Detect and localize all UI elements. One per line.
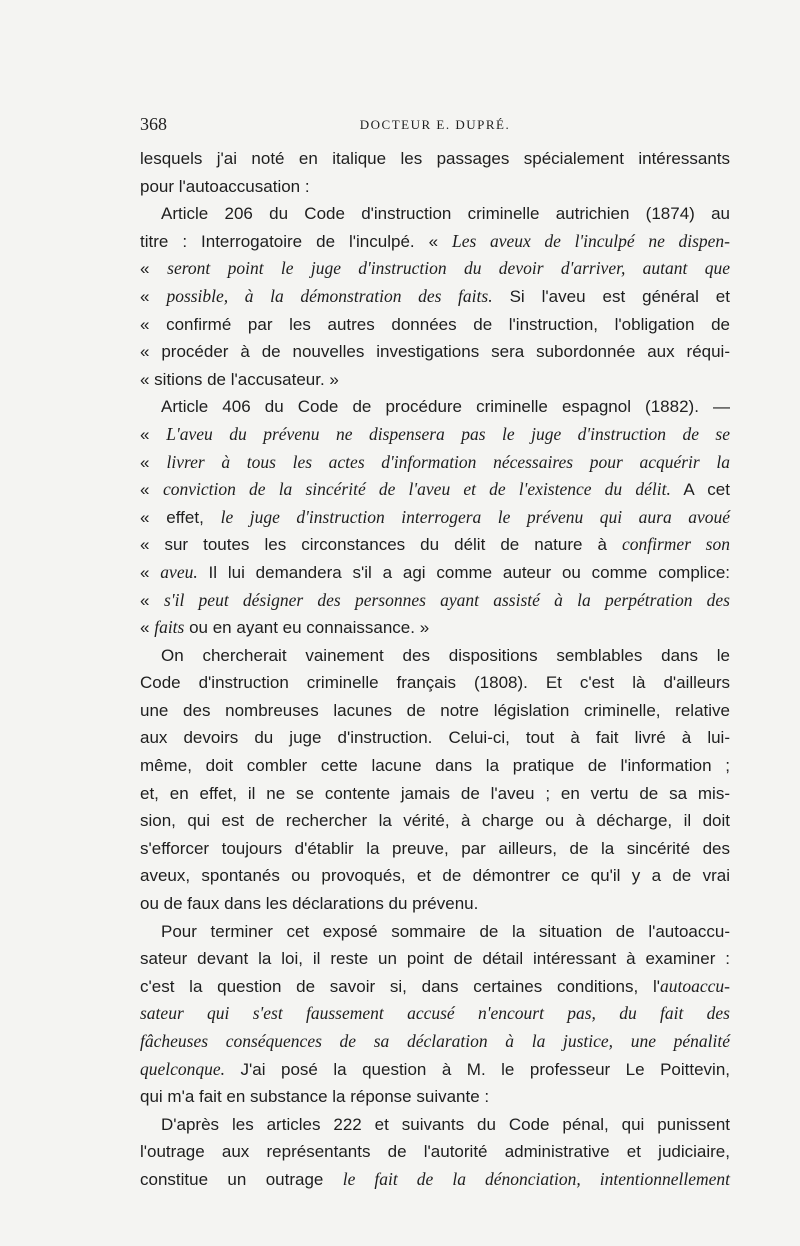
- quote-mark: «: [140, 480, 150, 500]
- text-line: qui m'a fait en substance la réponse suivante :: [140, 1087, 490, 1107]
- quote-mark: «: [140, 562, 150, 582]
- italic-quote: le fait de la dénonciation, intentionnellement: [342, 1168, 730, 1189]
- italic-quote: sateur qui s'est faussement accusé n'encourt pas, du fait des: [140, 1003, 730, 1024]
- italic-quote: L'aveu du prévenu ne dispensera pas le juge d'instruction de se: [166, 423, 730, 444]
- running-head: DOCTEUR E. DUPRÉ.: [359, 117, 511, 132]
- text-line: pour l'autoaccusation :: [140, 176, 310, 196]
- text-line: [140, 1056, 730, 1084]
- text-line: ou de faux dans les déclarations du prévenu.: [140, 894, 479, 914]
- text-line: Article 206 du Code d'instruction criminelle autrichien (1874) au: [161, 204, 730, 224]
- page-header: [140, 114, 730, 138]
- text-line: aux devoirs du juge d'instruction. Celui-ci, tout à fait livré à lui-: [140, 728, 730, 748]
- text-span: « sur toutes les circonstances du délit de nature à: [140, 535, 607, 555]
- text-line: [140, 614, 730, 642]
- quote-mark: «: [140, 452, 150, 472]
- text-line: [140, 228, 730, 256]
- quote-mark: «: [140, 286, 150, 306]
- text-line: sion, qui est de rechercher la vérité, à charge ou à décharge, il doit: [140, 811, 730, 831]
- text-line: « procéder à de nouvelles investigations sera subordonnée aux réqui-: [140, 342, 730, 362]
- text-line: [140, 283, 730, 311]
- text-line: [140, 1028, 730, 1056]
- text-line: même, doit combler cette lacune dans la pratique de l'information ;: [140, 756, 730, 776]
- text-line: [140, 1000, 730, 1028]
- text-line: [140, 255, 730, 283]
- italic-quote: quelconque.: [140, 1058, 226, 1079]
- text-span: ou en ayant eu connaissance. »: [189, 618, 430, 638]
- text-line: Pour terminer cet exposé sommaire de la situation de l'autoaccu-: [161, 921, 730, 941]
- text-line: [140, 1166, 730, 1194]
- italic-quote: confirmer son: [621, 534, 730, 555]
- text-line: On chercherait vainement des dispositions semblables dans le: [161, 645, 730, 665]
- text-span: constitue un outrage: [140, 1169, 324, 1189]
- text-span: Si l'aveu est général et: [509, 286, 730, 306]
- text-line: et, en effet, il ne se contente jamais de l'aveu ; en vertu de sa mis-: [140, 783, 730, 803]
- text-line: une des nombreuses lacunes de notre législation criminelle, relative: [140, 700, 730, 720]
- italic-quote: s'il peut désigner des personnes ayant assisté à la perpétration des: [164, 589, 730, 610]
- text-line: [140, 504, 730, 532]
- text-span: « effet,: [140, 507, 204, 527]
- text-line: [140, 559, 730, 587]
- quote-mark: «: [140, 618, 150, 638]
- text-span: J'ai posé la question à M. le professeur Le Poittevin,: [240, 1059, 731, 1079]
- text-span: A cet: [683, 480, 730, 500]
- text-line: [140, 449, 730, 477]
- italic-quote: fâcheuses conséquences de sa déclaration à la justice, une pénalité: [140, 1031, 730, 1051]
- text-line: Article 406 du Code de procédure criminelle espagnol (1882). —: [161, 397, 730, 417]
- text-line: [140, 421, 730, 449]
- text-line: [140, 973, 730, 1001]
- quote-mark: «: [140, 259, 150, 279]
- text-span: titre : Interrogatoire de l'inculpé. «: [140, 231, 439, 251]
- text-line: « confirmé par les autres données de l'instruction, l'obligation de: [140, 314, 730, 334]
- page-number: 368: [140, 114, 167, 134]
- text-span: c'est la question de savoir si, dans certaines conditions, l': [140, 976, 661, 996]
- text-line: s'efforcer toujours d'établir la preuve, par ailleurs, de la sincérité des: [140, 838, 730, 858]
- page-body: [140, 145, 730, 1194]
- italic-quote: aveu.: [160, 561, 198, 582]
- italic-quote: conviction de la sincérité de l'aveu et de l'existence du délit.: [162, 479, 671, 500]
- text-line: « sitions de l'accusateur. »: [140, 369, 339, 389]
- text-line: D'après les articles 222 et suivants du Code pénal, qui punissent: [161, 1114, 730, 1134]
- italic-quote: possible, à la démonstration des faits.: [166, 285, 493, 306]
- text-line: [140, 587, 730, 615]
- italic-quote: le juge d'instruction interrogera le prévenu qui aura avoué: [220, 506, 730, 527]
- text-line: l'outrage aux représentants de l'autorité administrative et judiciaire,: [140, 1142, 730, 1162]
- italic-quote: Les aveux de l'inculpé ne dispen-: [452, 230, 730, 251]
- quote-mark: «: [140, 590, 150, 610]
- italic-quote: autoaccu-: [660, 975, 730, 996]
- italic-quote: faits: [154, 617, 185, 638]
- text-line: sateur devant la loi, il reste un point de détail intéressant à examiner :: [140, 949, 730, 969]
- quote-mark: «: [140, 424, 150, 444]
- text-line: [140, 476, 730, 504]
- text-line: Code d'instruction criminelle français (1808). Et c'est là d'ailleurs: [140, 673, 730, 693]
- italic-quote: seront point le juge d'instruction du devoir d'arriver, autant que: [167, 258, 730, 279]
- text-line: aveux, spontanés ou provoqués, et de démontrer ce qu'il y a de vrai: [140, 866, 730, 886]
- text-span: Il lui demandera s'il a agi comme auteur ou comme complice:: [208, 562, 731, 582]
- text-line: [140, 531, 730, 559]
- italic-quote: livrer à tous les actes d'information nécessaires pour acquérir la: [166, 451, 730, 472]
- text-line: lesquels j'ai noté en italique les passages spécialement intéressants: [140, 149, 730, 168]
